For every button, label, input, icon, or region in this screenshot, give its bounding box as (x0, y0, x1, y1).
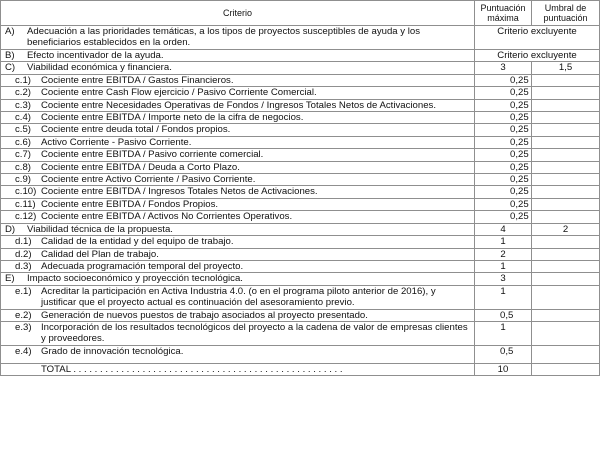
row-d1-code: d.1) (15, 236, 32, 248)
row-e3-code: e.3) (15, 321, 32, 333)
row-e4-max: 0,5 (475, 345, 532, 363)
row-c12-max: 0,25 (475, 211, 532, 223)
row-c9 (1, 174, 600, 186)
row-b-code: B) (5, 50, 15, 61)
row-e2 (1, 309, 600, 321)
row-b-text: Efecto incentivador de la ayuda. (27, 50, 164, 61)
row-c6-text: Activo Corriente - Pasivo Corriente. (41, 136, 192, 148)
row-e2-text: Generación de nuevos puestos de trabajo asociados al proyecto presentado. (41, 309, 368, 321)
row-d-umbral: 2 (532, 223, 600, 235)
row-d3-max: 1 (475, 260, 532, 272)
row-c-text: Viabilidad económica y financiera. (27, 62, 172, 74)
row-d-text: Viabilidad técnica de la propuesta. (27, 223, 173, 235)
row-a-note: Criterio excluyente (475, 26, 600, 50)
row-d1-max: 1 (475, 236, 532, 248)
row-c11-code: c.11) (15, 198, 36, 210)
row-c8 (1, 161, 600, 173)
row-c8-max: 0,25 (475, 161, 532, 173)
row-c2-code: c.2) (15, 87, 31, 99)
row-d1 (1, 236, 600, 248)
row-e2-code: e.2) (15, 309, 32, 321)
total-max: 10 (475, 363, 532, 375)
row-e3 (1, 321, 600, 345)
row-total (1, 363, 600, 375)
row-d-criterio (1, 223, 475, 235)
row-c6 (1, 136, 600, 148)
row-c-max: 3 (475, 62, 532, 74)
row-d2-code: d.2) (15, 248, 32, 260)
row-a (1, 26, 600, 50)
row-c3-text: Cociente entre Necesidades Operativas de Fondos / Ingresos Totales Netos de Activaciones. (41, 99, 436, 111)
row-c4-code: c.4) (15, 112, 31, 124)
row-c12 (1, 211, 600, 223)
row-c8-code: c.8) (15, 161, 31, 173)
row-d2 (1, 248, 600, 260)
row-c2-text: Cociente entre Cash Flow ejercicio / Pasivo Corriente Comercial. (41, 87, 317, 99)
row-d3-text: Adecuada programación temporal del proyecto. (41, 260, 244, 272)
row-d2-text: Calidad del Plan de trabajo. (41, 248, 159, 260)
row-c7 (1, 149, 600, 161)
row-e-text: Impacto socioeconómico y proyección tecnológica. (27, 273, 243, 285)
row-c3-max: 0,25 (475, 99, 532, 111)
row-c10-max: 0,25 (475, 186, 532, 198)
row-e-criterio (1, 273, 475, 285)
row-c3 (1, 99, 600, 111)
row-c-code: C) (5, 62, 16, 74)
row-e1-code: e.1) (15, 285, 32, 297)
row-b-note: Criterio excluyente (475, 50, 600, 62)
row-d2-max: 2 (475, 248, 532, 260)
row-a-criterio (1, 26, 475, 50)
row-c10-text: Cociente entre EBITDA / Ingresos Totales Netos de Activaciones. (41, 186, 318, 198)
row-e (1, 273, 600, 285)
row-c5-text: Cociente entre deuda total / Fondos propios. (41, 124, 231, 136)
row-c2-max: 0,25 (475, 87, 532, 99)
row-b-criterio (1, 50, 475, 62)
row-e4 (1, 345, 600, 363)
row-e-code: E) (5, 273, 15, 285)
row-c11-text: Cociente entre EBITDA / Fondos Propios. (41, 198, 219, 210)
row-e3-text: Incorporación de los resultados tecnológicos del proyecto a la cadena de valor de empresas clientes y proveedores. (41, 321, 468, 345)
row-d3 (1, 260, 600, 272)
row-b (1, 50, 600, 62)
row-c6-code: c.6) (15, 136, 31, 148)
row-c11-max: 0,25 (475, 198, 532, 210)
row-c4-text: Cociente entre EBITDA / Importe neto de la cifra de negocios. (41, 112, 304, 124)
row-c1-text: Cociente entre EBITDA / Gastos Financieros. (41, 74, 234, 86)
row-c6-max: 0,25 (475, 136, 532, 148)
row-c1 (1, 74, 600, 86)
row-c4 (1, 112, 600, 124)
row-c7-text: Cociente entre EBITDA / Pasivo corriente comercial. (41, 149, 264, 161)
row-c12-text: Cociente entre EBITDA / Activos No Corrientes Operativos. (41, 211, 293, 223)
row-c9-code: c.9) (15, 174, 31, 186)
row-d-code: D) (5, 223, 16, 235)
row-c10 (1, 186, 600, 198)
header-puntuacion: Puntuación máxima (475, 1, 532, 26)
header-criterio: Criterio (1, 1, 475, 26)
row-c4-max: 0,25 (475, 112, 532, 124)
row-c (1, 62, 600, 74)
row-d1-text: Calidad de la entidad y del equipo de trabajo. (41, 236, 234, 248)
row-c7-code: c.7) (15, 149, 31, 161)
row-a-code: A) (5, 26, 15, 37)
row-c2 (1, 87, 600, 99)
row-d-max: 4 (475, 223, 532, 235)
row-c-criterio (1, 62, 475, 74)
header-umbral: Umbral de puntuación (532, 1, 600, 26)
row-c9-text: Cociente entre Activo Corriente / Pasivo Corriente. (41, 174, 256, 186)
row-c-umbral: 1,5 (532, 62, 600, 74)
row-c3-code: c.3) (15, 99, 31, 111)
row-c11 (1, 198, 600, 210)
row-e4-text: Grado de innovación tecnológica. (41, 345, 184, 357)
row-c1-max: 0,25 (475, 74, 532, 86)
row-a-text: Adecuación a las prioridades temáticas, a los tipos de proyectos susceptibles de ayuda y los beneficiarios establecidos en la orden. (27, 26, 421, 49)
row-e1-max: 1 (475, 285, 532, 309)
row-c5 (1, 124, 600, 136)
row-c10-code: c.10) (15, 186, 37, 198)
row-e-max: 3 (475, 273, 532, 285)
row-e2-max: 0,5 (475, 309, 532, 321)
row-e1-text: Acreditar la participación en Activa Industria 4.0. (o en el programa piloto anterior de 2016), y justificar que el proyecto actual es continuación del asesoramiento previo. (41, 285, 436, 309)
row-c1-code: c.1) (15, 74, 31, 86)
row-e4-code: e.4) (15, 345, 32, 357)
row-c5-max: 0,25 (475, 124, 532, 136)
header-row (1, 1, 600, 26)
row-c8-text: Cociente entre EBITDA / Deuda a Corto Plazo. (41, 161, 240, 173)
row-c12-code: c.12) (15, 211, 37, 223)
row-c7-max: 0,25 (475, 149, 532, 161)
row-c5-code: c.5) (15, 124, 31, 136)
row-d (1, 223, 600, 235)
row-d3-code: d.3) (15, 260, 32, 272)
row-e1 (1, 285, 600, 309)
total-label: TOTAL . . . . . . . . . . . . . . . . . . . . . . . . . . . . . . . . . . . . . . . . . . . . . . . . . . . (1, 363, 475, 375)
row-e3-max: 1 (475, 321, 532, 345)
row-c9-max: 0,25 (475, 174, 532, 186)
